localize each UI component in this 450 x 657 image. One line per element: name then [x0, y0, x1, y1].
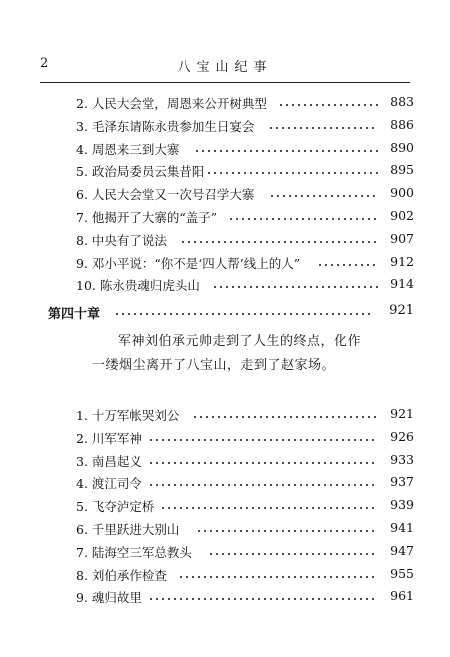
toc-entry-title: 2. 人民大会堂，周恩来公开树典型 — [76, 96, 267, 111]
toc-entry-page: 907 — [390, 230, 414, 246]
chapter-summary-line-1: 军神刘伯承元帅走到了人生的终点，化作 — [118, 334, 362, 349]
toc-entry-page: 912 — [390, 253, 414, 269]
toc-entry[interactable] — [0, 497, 450, 519]
dot-leader — [278, 101, 378, 109]
toc-entry-title: 9. 邓小平说：“你不是‘四人帮’线上的人” — [76, 255, 301, 271]
toc-entry-page: 914 — [390, 276, 414, 292]
toc-entry-page: 939 — [390, 497, 414, 513]
toc-entry[interactable] — [0, 588, 450, 610]
toc-entry-title: 8. 刘伯承作检查 — [76, 567, 167, 583]
header-rule — [40, 82, 410, 83]
toc-entry[interactable] — [0, 276, 450, 298]
toc-entry[interactable] — [0, 566, 450, 588]
toc-entry-page: 900 — [390, 185, 414, 201]
running-title: 八宝山纪事 — [177, 60, 273, 75]
dot-leader — [268, 124, 378, 132]
toc-entry-page: 921 — [390, 406, 414, 421]
toc-entry[interactable] — [0, 543, 450, 565]
toc-entry[interactable] — [0, 474, 450, 496]
toc-entry[interactable] — [0, 254, 450, 276]
toc-entry-title: 10. 陈永贵魂归虎头山 — [76, 278, 200, 294]
dot-leader — [148, 436, 378, 444]
dot-leader — [212, 283, 378, 291]
dot-leader — [148, 481, 378, 489]
toc-entry[interactable] — [0, 208, 450, 230]
page-header — [40, 56, 410, 78]
toc-entry-page: 886 — [390, 116, 414, 132]
toc-entry-page: 883 — [390, 94, 414, 109]
dot-leader — [180, 238, 378, 246]
toc-entry-title: 1. 十万军帐哭刘公 — [76, 408, 180, 423]
dot-leader — [160, 504, 378, 512]
toc-entry-page: 937 — [390, 474, 414, 490]
toc-entry-title: 4. 渡江司令 — [76, 476, 142, 492]
toc-entry[interactable] — [0, 452, 450, 474]
dot-leader — [206, 169, 378, 177]
dot-leader — [228, 215, 378, 223]
toc-entry-page: 895 — [390, 162, 414, 178]
toc-entry-page: 947 — [390, 542, 414, 558]
toc-entry-title: 5. 政治局委员云集昔阳 — [76, 164, 205, 180]
toc-entry-title: 6. 人民大会堂又一次号召学大寨 — [76, 187, 255, 203]
toc-entry-title: 6. 千里跃进大别山 — [76, 522, 180, 537]
toc-entry[interactable] — [0, 231, 450, 253]
toc-entry-page: 941 — [390, 520, 414, 535]
dot-leader — [114, 310, 372, 318]
dot-leader — [148, 459, 378, 467]
toc-entry-page: 890 — [390, 139, 414, 155]
toc-entry[interactable] — [0, 406, 450, 428]
toc-entry[interactable] — [0, 140, 450, 162]
chapter-summary-line-2: 一缕烟尘离开了八宝山，走到了赵家场。 — [92, 358, 336, 373]
toc-entry-page: 955 — [390, 565, 414, 581]
dot-leader — [196, 527, 378, 535]
toc-entry-page: 926 — [390, 428, 414, 444]
toc-entry-page: 961 — [390, 588, 414, 604]
toc-entry-title: 8. 中央有了说法 — [76, 232, 167, 248]
dot-leader — [148, 595, 378, 603]
chapter-page: 921 — [389, 303, 414, 318]
toc-entry[interactable] — [0, 429, 450, 451]
toc-entry-title: 3. 南昌起义 — [76, 453, 142, 469]
toc-entry[interactable] — [0, 520, 450, 542]
chapter-heading[interactable] — [48, 303, 414, 325]
toc-entry[interactable] — [0, 162, 450, 184]
dot-leader — [194, 147, 378, 155]
dot-leader — [317, 261, 378, 269]
toc-entry[interactable] — [0, 185, 450, 207]
toc-entry-title: 5. 飞夺泸定桥 — [76, 499, 155, 515]
toc-entry-title: 7. 陆海空三军总教头 — [76, 544, 192, 560]
toc-entry-title: 3. 毛泽东请陈永贵参加生日宴会 — [76, 118, 255, 134]
chapter-title: 第四十章 — [48, 307, 101, 322]
toc-entry[interactable] — [0, 117, 450, 139]
dot-leader — [192, 413, 378, 421]
toc-entry-page: 902 — [390, 208, 414, 223]
dot-leader — [269, 192, 378, 200]
toc-entry-title: 9. 魂归故里 — [76, 590, 142, 606]
page-number: 2 — [40, 56, 49, 71]
toc-entry-title: 4. 周恩来三到大寨 — [76, 141, 180, 157]
toc-entry-page: 933 — [390, 451, 414, 467]
toc-entry-title: 7. 他揭开了大寨的“盖子” — [76, 210, 218, 225]
dot-leader — [178, 573, 378, 581]
toc-entry[interactable] — [0, 94, 450, 116]
dot-leader — [208, 550, 378, 558]
toc-entry-title: 2. 川军军神 — [76, 430, 142, 446]
